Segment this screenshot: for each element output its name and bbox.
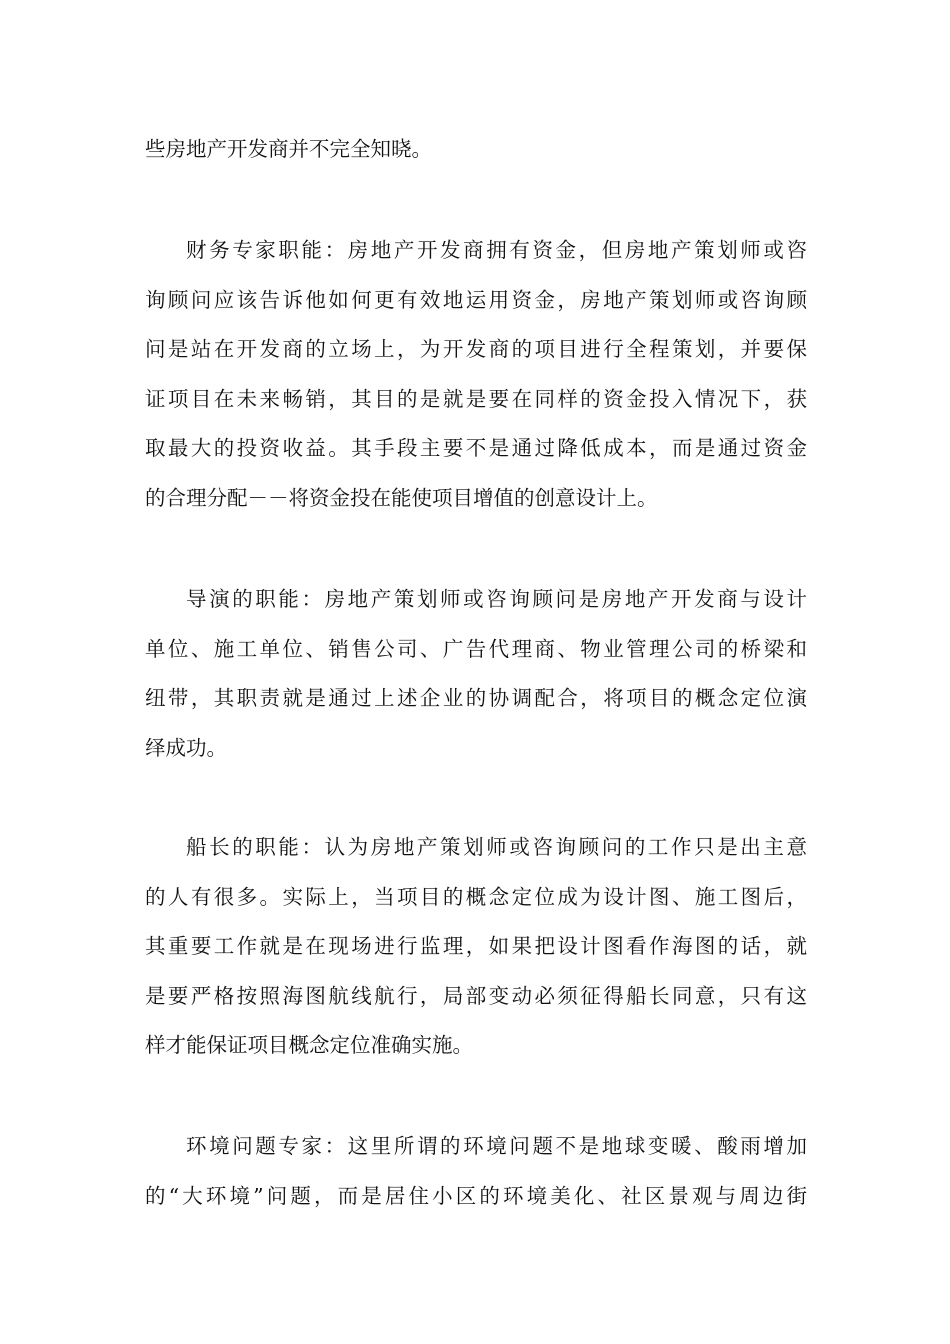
- paragraph-finance-expert: [145, 226, 807, 523]
- text-line: 的“大环境”问题，而是居住小区的环境美化、社区景观与周边街: [145, 1183, 807, 1208]
- text-line: 的人有很多。实际上，当项目的概念定位成为设计图、施工图后，: [145, 884, 807, 909]
- text-line: 绎成功。: [145, 735, 227, 760]
- paragraph-continuation: [145, 125, 807, 175]
- text-line: 是要严格按照海图航线航行，局部变动必须征得船长同意，只有这: [145, 983, 807, 1008]
- text-line: 单位、施工单位、销售公司、广告代理商、物业管理公司的桥梁和: [145, 636, 807, 661]
- paragraph-captain: [145, 823, 807, 1071]
- text-line: 询顾问应该告诉他如何更有效地运用资金，房地产策划师或咨询顾: [145, 287, 807, 312]
- paragraph-director: [145, 575, 807, 773]
- text-line: 样才能保证项目概念定位准确实施。: [145, 1033, 473, 1057]
- text-line: 些房地产开发商并不完全知晓。: [145, 137, 432, 161]
- text-line: 财务专家职能：房地产开发商拥有资金，但房地产策划师或咨: [186, 238, 807, 262]
- text-line: 的合理分配－－将资金投在能使项目增值的创意设计上。: [145, 485, 658, 510]
- text-line: 证项目在未来畅销，其目的是就是要在同样的资金投入情况下，获: [145, 386, 807, 411]
- text-line: 其重要工作就是在现场进行监理，如果把设计图看作海图的话，就: [145, 934, 807, 958]
- text-line: 环境问题专家：这里所谓的环境问题不是地球变暖、酸雨增加: [186, 1134, 807, 1158]
- paragraph-environment-expert: [145, 1122, 807, 1221]
- text-line: 问是站在开发商的立场上，为开发商的项目进行全程策划，并要保: [145, 337, 807, 361]
- text-line: 船长的职能：认为房地产策划师或咨询顾问的工作只是出主意: [186, 835, 807, 859]
- text-line: 取最大的投资收益。其手段主要不是通过降低成本，而是通过资金: [145, 436, 807, 460]
- text-line: 纽带，其职责就是通过上述企业的协调配合，将项目的概念定位演: [145, 686, 807, 710]
- text-line: 导演的职能：房地产策划师或咨询顾问是房地产开发商与设计: [186, 587, 807, 611]
